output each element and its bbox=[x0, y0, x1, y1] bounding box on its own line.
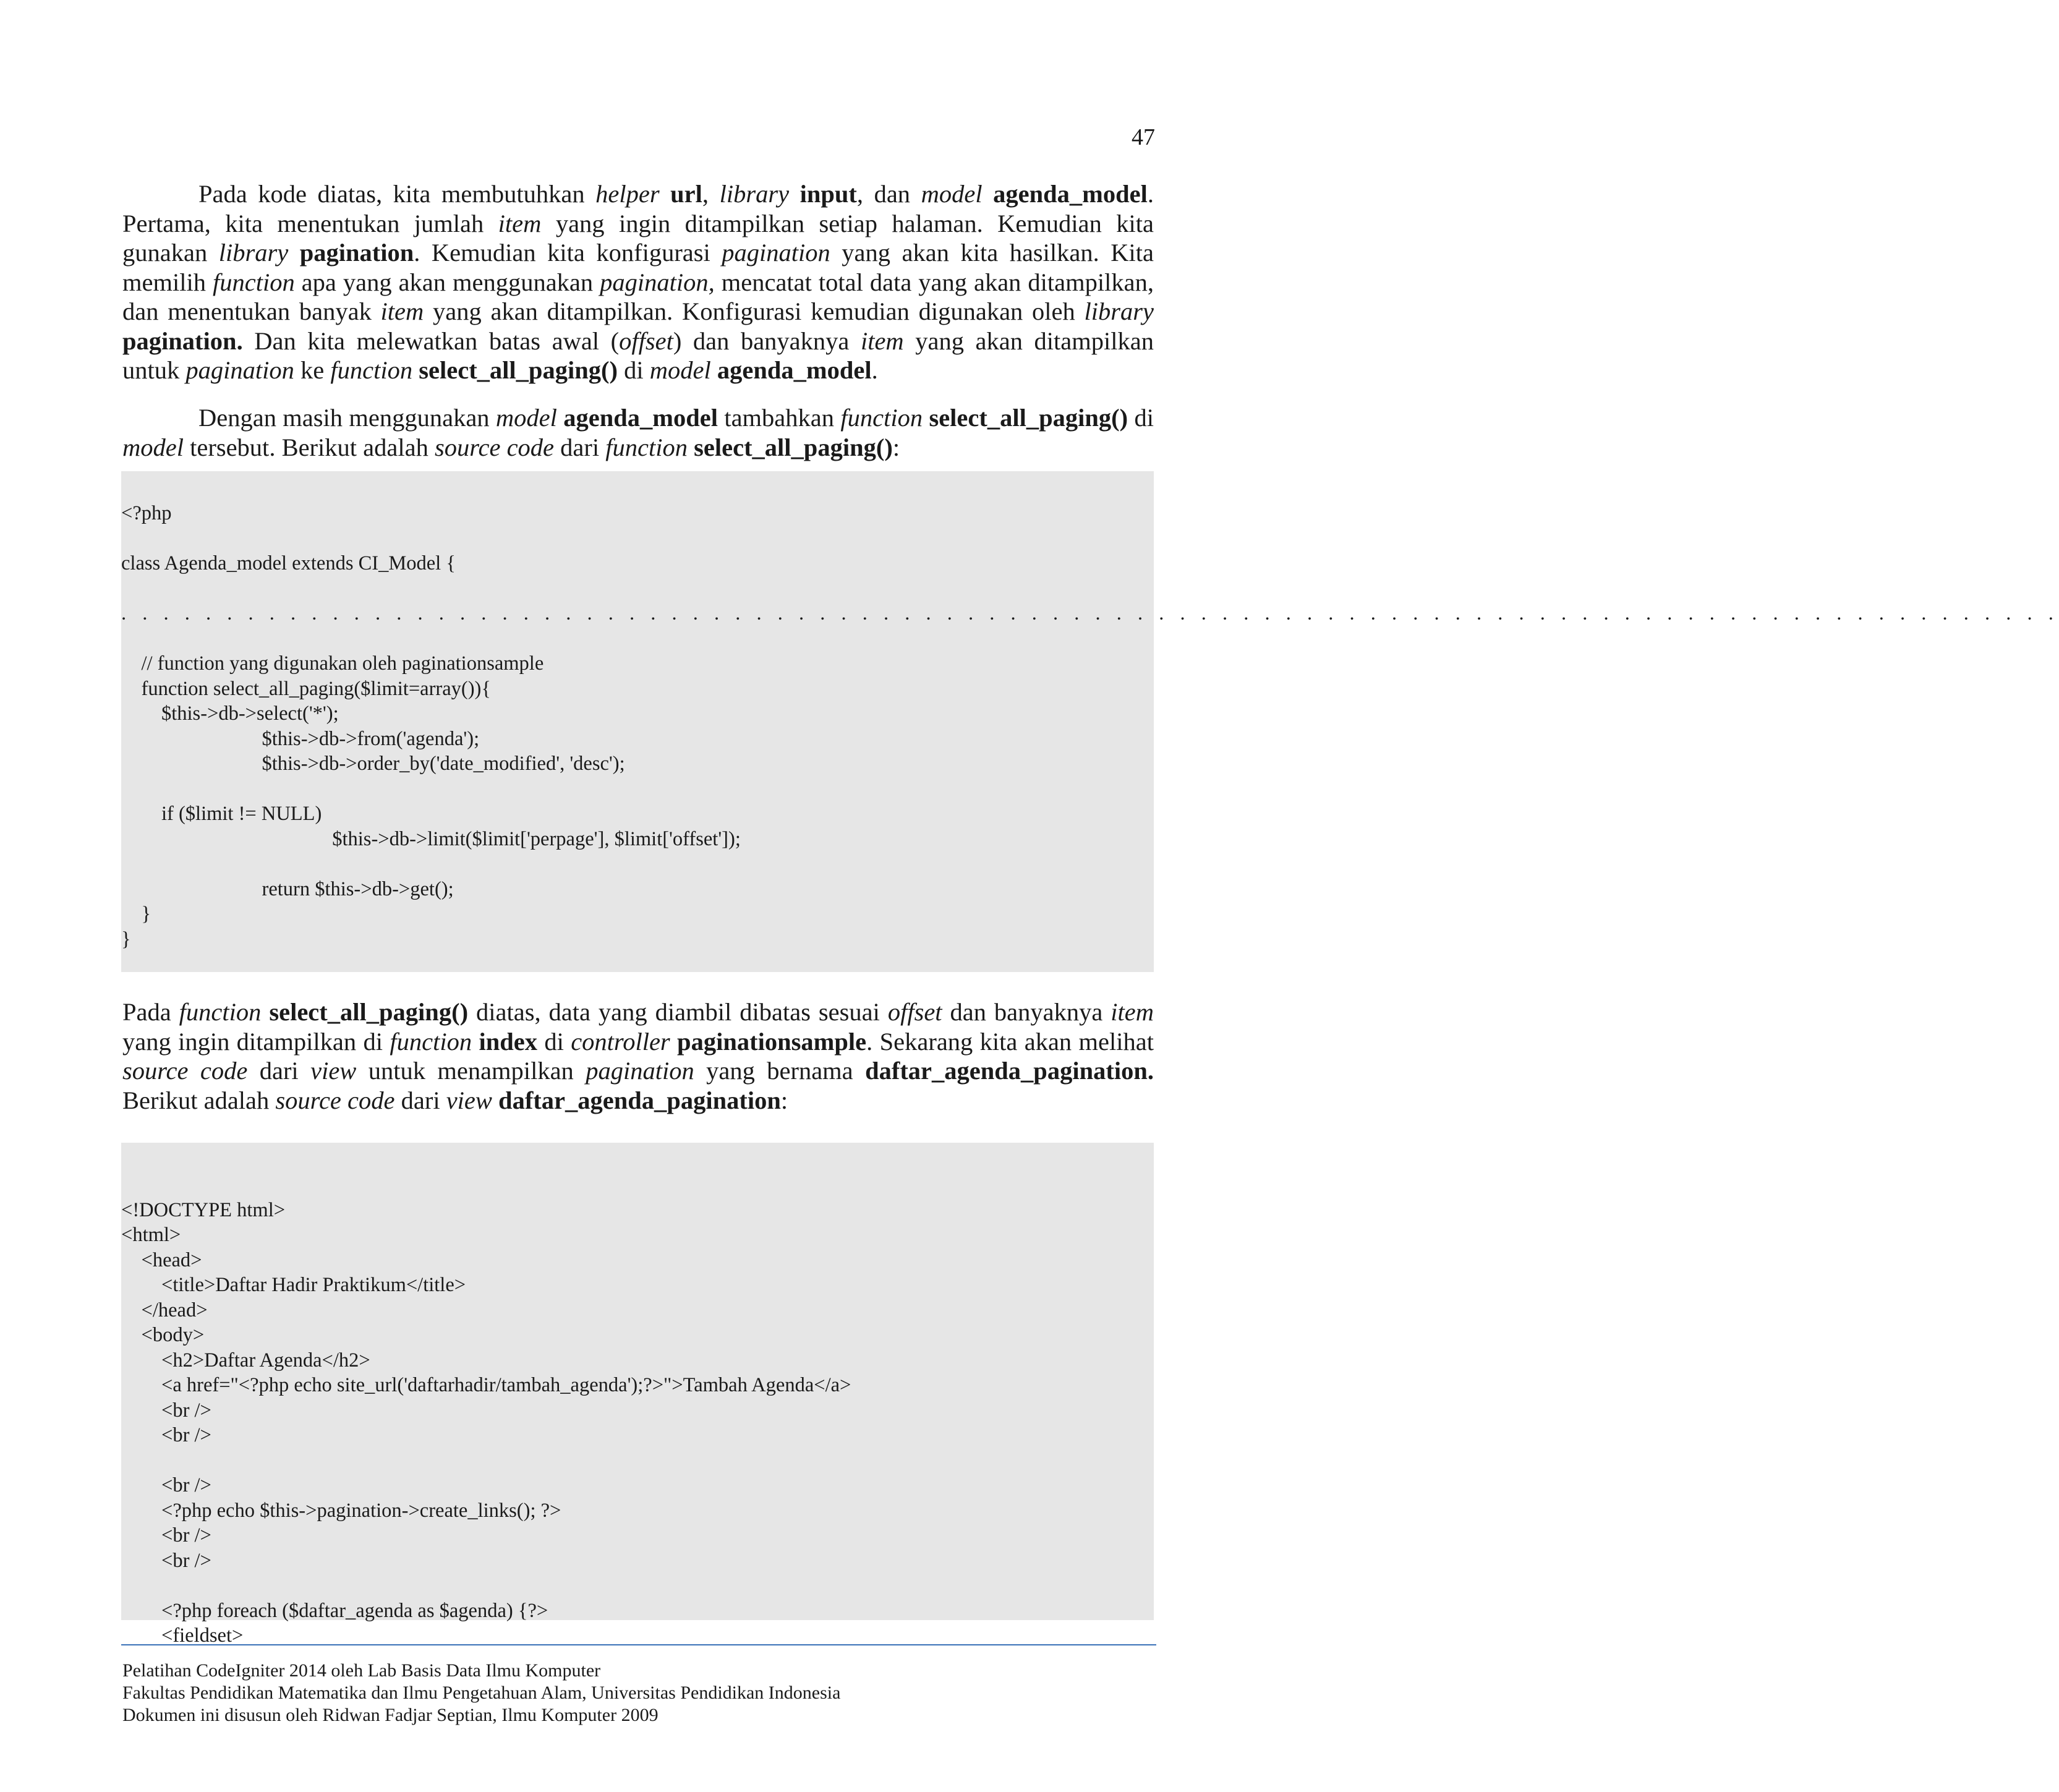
page-number: 47 bbox=[1132, 124, 1155, 150]
code-line: $this->db->from('agenda'); bbox=[121, 727, 480, 750]
code-line bbox=[121, 1172, 1154, 1198]
code-line: <?php echo $this->pagination->create_links(); ?> bbox=[121, 1499, 561, 1522]
code-line: <br /> bbox=[121, 1524, 211, 1547]
code-line: <title>Daftar Hadir Praktikum</title> bbox=[121, 1274, 466, 1296]
footer-line: Dokumen ini disusun oleh Ridwan Fadjar Septian, Ilmu Komputer 2009 bbox=[122, 1705, 659, 1725]
paragraph-2: Dengan masih menggunakan model agenda_model tambahkan function select_all_paging() di model tersebut. Berikut adalah source code dari function select_all_paging(): bbox=[122, 404, 1154, 461]
footer-line: Pelatihan CodeIgniter 2014 oleh Lab Basis Data Ilmu Komputer bbox=[122, 1660, 601, 1681]
code-line: } bbox=[121, 903, 151, 925]
footer-divider bbox=[121, 1644, 1156, 1645]
code-line: <body> bbox=[121, 1324, 205, 1346]
code-line bbox=[121, 1448, 1154, 1474]
code-line: $this->db->select('*'); bbox=[121, 702, 339, 725]
code-line: <?php bbox=[121, 502, 172, 524]
code-line: <h2>Daftar Agenda</h2> bbox=[121, 1349, 370, 1372]
code-line: } bbox=[121, 928, 131, 950]
code-line: <head> bbox=[121, 1248, 202, 1271]
code-line: <html> bbox=[121, 1224, 181, 1246]
code-line bbox=[121, 1573, 1154, 1598]
code-line: return $this->db->get(); bbox=[121, 877, 454, 900]
code-line: <a href="<?php echo site_url('daftarhadir/tambah_agenda');?>">Tambah Agenda</a> bbox=[121, 1374, 851, 1396]
code-line: <br /> bbox=[121, 1399, 211, 1422]
code-block-model bbox=[121, 471, 2059, 972]
code-line bbox=[121, 626, 1154, 652]
code-line: <br /> bbox=[121, 1549, 211, 1572]
code-line: <!DOCTYPE html> bbox=[121, 1198, 286, 1221]
code-block-view bbox=[121, 1143, 1154, 1647]
code-line: class Agenda_model extends CI_Model { bbox=[121, 552, 456, 574]
code-line bbox=[121, 576, 1154, 602]
code-line: // function yang digunakan oleh paginationsample bbox=[121, 652, 544, 675]
code-line bbox=[121, 526, 1154, 552]
code-line bbox=[121, 777, 1154, 802]
page-footer bbox=[122, 1660, 840, 1726]
code-line: <?php foreach ($daftar_agenda as $agenda) {?> bbox=[121, 1599, 548, 1622]
code-line: . . . . . . . . . . . . . . . . . . . . . . . . . . . . . . . . . . . . . . . . . . . . . . . . . . . . . . . . . . . . . . . . . . . . . . . . . . . . . . . . . . . . . . . . . . . . bbox=[121, 602, 2059, 625]
paragraph-3: Pada function select_all_paging() diatas, data yang diambil dibatas sesuai offset dan banyaknya item yang ingin ditampilkan di function index di controller paginationsample. Sekarang kita akan melihat source code dari view untuk menampilkan pagination yang bernama daftar_agenda_pagination. Berikut adalah source code dari view daftar_agenda_pagination: bbox=[122, 998, 1154, 1114]
paragraph-1: Pada kode diatas, kita membutuhkan helper url, library input, dan model agenda_model. Pertama, kita menentukan jumlah item yang ingin ditampilkan setiap halaman. Kemudian kita gunakan library pagination. Kemudian kita konfigurasi pagination yang akan kita hasilkan. Kita memilih function apa yang akan menggunakan pagination, mencatat total data yang akan ditampilkan, dan menentukan banyak item yang akan ditampilkan. Konfigurasi kemudian digunakan oleh library pagination. Dan kita melewatkan batas awal (offset) dan banyaknya item yang akan ditampilkan untuk pagination ke function select_all_paging() di model agenda_model. bbox=[122, 180, 1154, 384]
code-line: <fieldset> bbox=[121, 1624, 244, 1647]
footer-line: Fakultas Pendidikan Matematika dan Ilmu Pengetahuan Alam, Universitas Pendidikan Indonesia bbox=[122, 1683, 841, 1703]
code-line: <br /> bbox=[121, 1474, 211, 1496]
code-line: </head> bbox=[121, 1299, 208, 1321]
code-line bbox=[121, 851, 1154, 877]
code-line: function select_all_paging($limit=array()){ bbox=[121, 677, 491, 700]
code-line: if ($limit != NULL) bbox=[121, 803, 322, 825]
code-line: $this->db->order_by('date_modified', 'desc'); bbox=[121, 753, 625, 775]
code-line: $this->db->limit($limit['perpage'], $limit['offset']); bbox=[121, 827, 741, 850]
code-line: <br /> bbox=[121, 1424, 211, 1446]
